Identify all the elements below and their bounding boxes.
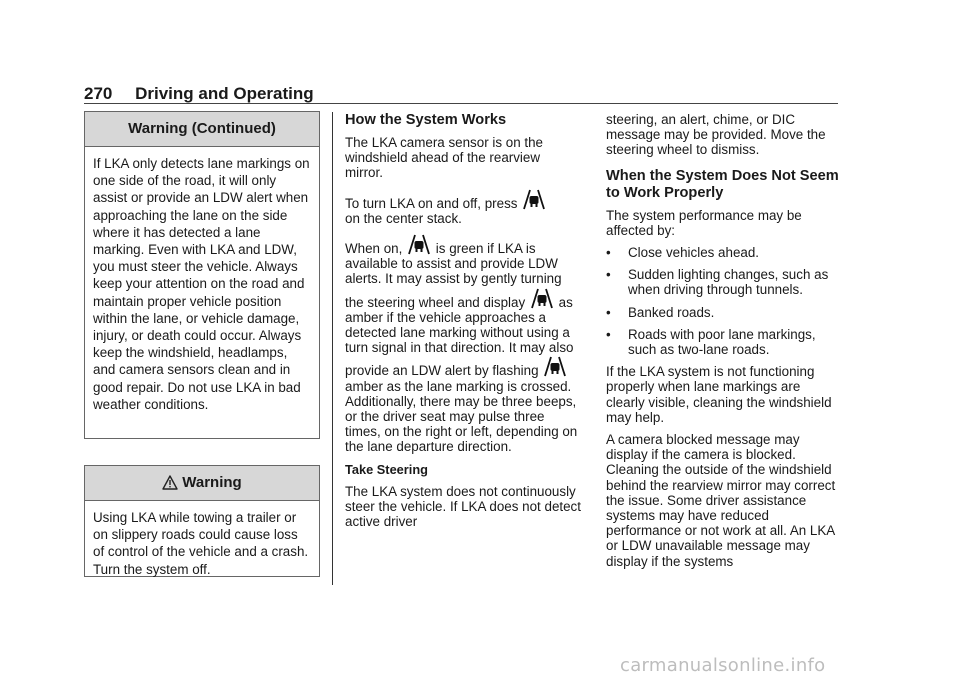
camera-blocked-paragraph: A camera blocked message may display if the camera is blocked. Cleaning the outside of the windshield behind the rearview mirror may correct the issue. Some driver assistance systems may have reduced performance or not work at all. An LKA or LDW unavailable message may display if the systems bbox=[606, 432, 836, 569]
not-working-heading: When the System Does Not Seem to Work Properly bbox=[606, 167, 839, 201]
warning-continued-box bbox=[84, 111, 320, 439]
turn-on-text: To turn LKA on and off, press bbox=[345, 195, 518, 211]
page-header bbox=[84, 84, 314, 104]
take-steering-paragraph: The LKA system does not continuously steer the vehicle. If LKA does not detect active driver bbox=[345, 483, 581, 530]
lane-keep-assist-icon bbox=[406, 233, 432, 255]
lane-keep-assist-icon bbox=[542, 355, 568, 377]
take-steering-heading: Take Steering bbox=[345, 461, 428, 477]
warning-title-bar bbox=[85, 466, 319, 501]
bullet-icon: • bbox=[606, 304, 611, 320]
when-on-paragraph bbox=[345, 233, 581, 455]
list-item bbox=[606, 245, 842, 260]
bullet-icon: • bbox=[606, 245, 611, 261]
list-item bbox=[606, 327, 842, 357]
bullet-icon: • bbox=[606, 267, 611, 283]
list-item bbox=[606, 267, 842, 297]
list-item-text: Sudden lighting changes, such as when driving through tunnels. bbox=[628, 267, 829, 298]
how-system-works-heading: How the System Works bbox=[345, 112, 507, 128]
column-right bbox=[606, 112, 842, 576]
page-number: 270 bbox=[84, 84, 113, 103]
warning-text: Using LKA while towing a trailer or on slippery roads could cause loss of control of the vehicle and a crash. Turn the system off. bbox=[93, 510, 309, 577]
not-functioning-paragraph: If the LKA system is not functioning properly when lane markings are clearly visible, cleaning the windshield may help. bbox=[606, 364, 832, 425]
performance-intro: The system performance may be affected by: bbox=[606, 207, 802, 238]
warning-continued-text: If LKA only detects lane markings on one side of the road, it will only assist or provide an LDW alert when approaching the lane on the side where it has detected a lane marking. Even with LKA and LDW, you must steer the vehicle. Always keep your attention on the road and maintain proper vehicle position within the lane, or vehicle damage, injury, or death could occur. Always keep the windshield, headlamps, and camera sensors clean and in good repair. Do not use LKA in bad weather conditions. bbox=[93, 156, 310, 412]
lane-keep-assist-icon bbox=[521, 188, 547, 210]
green-status-text: is green if LKA is available to assist and provide LDW alerts. It may assist by gently turning the steering wheel and display bbox=[345, 241, 562, 310]
header-rule bbox=[84, 103, 838, 104]
column-divider bbox=[332, 112, 333, 585]
lane-keep-assist-icon bbox=[529, 287, 555, 309]
camera-paragraph: The LKA camera sensor is on the windshield ahead of the rearview mirror. bbox=[345, 135, 543, 181]
amber-status-text: as amber if the vehicle approaches a detected lane marking without using a turn signal in that direction. It may also provide an LDW alert by flashing bbox=[345, 294, 574, 379]
warning-continued-title: Warning (Continued) bbox=[85, 112, 319, 147]
column-middle bbox=[345, 112, 581, 536]
turn-on-paragraph bbox=[345, 188, 581, 226]
center-stack-text: on the center stack. bbox=[345, 210, 462, 226]
watermark: carmanualsonline.info bbox=[620, 655, 826, 676]
bullet-icon: • bbox=[606, 326, 611, 342]
continued-paragraph: steering, an alert, chime, or DIC message may be provided. Move the steering wheel to dismiss. bbox=[606, 112, 826, 158]
warning-title: Warning bbox=[182, 474, 242, 491]
list-item-text: Close vehicles ahead. bbox=[628, 245, 760, 261]
when-on-text: When on, bbox=[345, 241, 403, 257]
section-title: Driving and Operating bbox=[135, 84, 314, 103]
ldw-alert-text: amber as the lane marking is crossed. Additionally, there may be three beeps, or the driver seat may pulse three times, on the right or left, depending on the lane departure direction. bbox=[345, 378, 578, 455]
warning-box bbox=[84, 465, 320, 577]
warning-triangle-icon bbox=[162, 469, 178, 503]
list-item-text: Banked roads. bbox=[628, 304, 715, 320]
list-item bbox=[606, 305, 842, 320]
list-item-text: Roads with poor lane markings, such as two-lane roads. bbox=[628, 326, 816, 358]
